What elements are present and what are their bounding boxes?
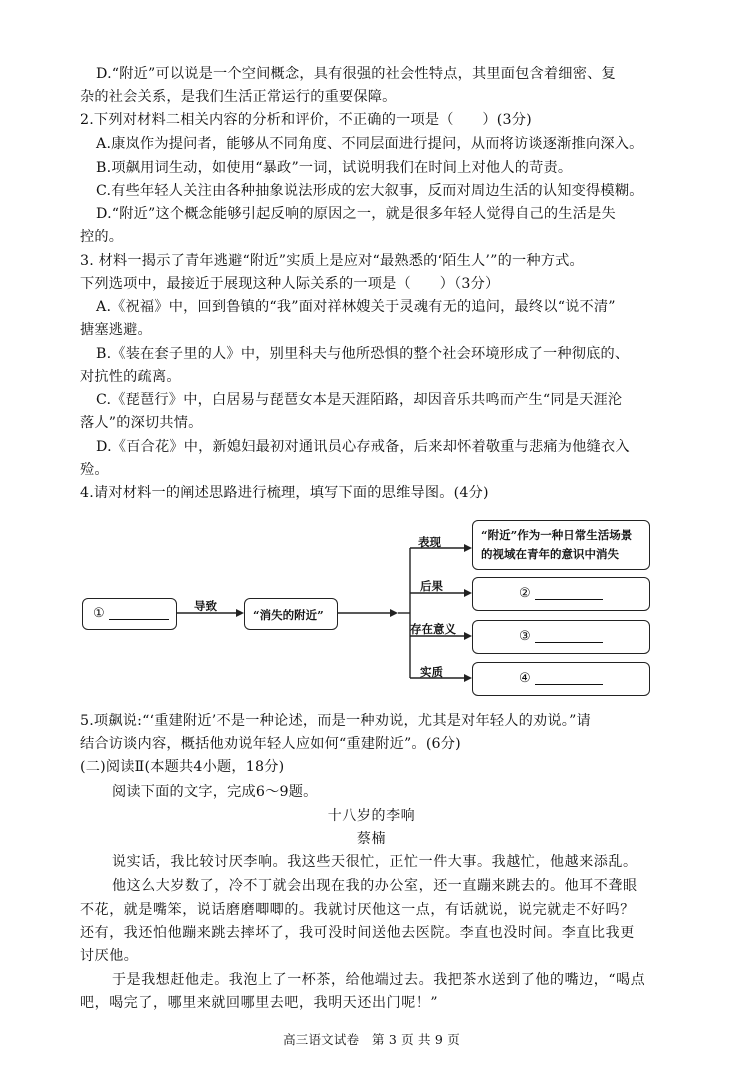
blank-2-line[interactable] <box>535 585 603 600</box>
section-2-heading: (二)阅读Ⅱ(本题共4小题，18分) <box>80 759 285 775</box>
q3-stem-line2: 下列选项中，最接近于展现这种人际关系的一项是（ ）（3分） <box>80 276 500 292</box>
center-text: “消失的附近” <box>253 608 324 622</box>
branch-1-label: 表现 <box>418 535 441 549</box>
branch-4-label: 实质 <box>420 665 443 679</box>
mindmap-branch-4-box <box>472 662 650 696</box>
q4-stem: 4.请对材料一的阐述思路进行梳理，填写下面的思维导图。(4分) <box>80 485 489 501</box>
q2-option-a: A.康岚作为提问者，能够从不同角度、不同层面进行提问，从而将访谈逐渐推向深入。 <box>96 136 644 152</box>
mindmap-branch-3-box <box>472 620 650 654</box>
section-2-instruction: 阅读下面的文字，完成6～9题。 <box>112 784 318 800</box>
story-paragraph-2-line4: 讨厌他。 <box>80 948 139 964</box>
q3-option-c-line2: 落人”的深切共情。 <box>80 415 203 431</box>
mindmap-blank-1-box <box>82 598 177 630</box>
blank-4-number: ④ <box>519 671 531 686</box>
q1-option-d-line2: 杂的社会关系，是我们生活正常运行的重要保障。 <box>80 89 397 105</box>
branch-1-text-line2: 的视域在青年的意识中消失 <box>481 547 619 561</box>
branch-2-label: 后果 <box>420 579 443 593</box>
blank-1-number: ① <box>93 606 105 621</box>
q2-option-d-line2: 控的。 <box>80 229 124 245</box>
mindmap-branch-1-box <box>472 520 650 570</box>
cause-label: 导致 <box>194 599 217 613</box>
blank-2-number: ② <box>519 586 531 601</box>
story-author: 蔡楠 <box>356 831 387 847</box>
q2-stem: 2.下列对材料二相关内容的分析和评价，不正确的一项是（ ）(3分) <box>80 112 532 128</box>
q5-stem-line1: 5.项飙说:“‘重建附近’不是一种论述，而是一种劝说，尤其是对年轻人的劝说。”请 <box>80 713 591 729</box>
story-paragraph-1: 说实话，我比较讨厌李响。我这些天很忙，正忙一件大事。我越忙，他越来添乱。 <box>112 854 638 870</box>
page-footer: 高三语文试卷 第 3 页 共 9 页 <box>283 1032 460 1047</box>
blank-3-number: ③ <box>519 629 531 644</box>
mindmap-center-box <box>244 598 338 630</box>
branch-1-text-line1: “附近”作为一种日常生活场景 <box>481 528 633 542</box>
q3-option-d-line2: 殓。 <box>80 462 109 478</box>
q3-option-c-line1: C.《琵琶行》中，白居易与琵琶女本是天涯陌路，却因音乐共鸣而产生“同是天涯沦 <box>96 392 623 408</box>
q3-option-b-line1: B.《装在套子里的人》中，别里科夫与他所恐惧的整个社会环境形成了一种彻底的、 <box>96 346 630 362</box>
story-paragraph-2-line3: 还有，我还怕他蹦来跳去摔坏了，我可没时间送他去医院。李直也没时间。李直比我更 <box>80 925 635 941</box>
branch-3-label: 存在意义 <box>410 622 456 636</box>
q5-stem-line2: 结合访谈内容，概括他劝说年轻人应如何“重建附近”。(6分) <box>80 736 461 752</box>
q3-option-a-line1: A.《祝福》中，回到鲁镇的“我”面对祥林嫂关于灵魂有无的追问，最终以“说不清” <box>96 299 616 315</box>
q3-option-a-line2: 搪塞逃避。 <box>80 322 152 338</box>
q2-option-c: C.有些年轻人关注由各种抽象说法形成的宏大叙事，反而对周边生活的认知变得模糊。 <box>96 183 644 199</box>
story-paragraph-3-line1: 于是我想赶他走。我泡上了一杯茶，给他端过去。我把茶水送到了他的嘴边，“喝点 <box>112 972 646 988</box>
story-title: 十八岁的李响 <box>327 808 416 824</box>
story-paragraph-3-line2: 吧，喝完了，哪里来就回哪里去吧，我明天还出门呢！” <box>80 995 439 1011</box>
blank-4-line[interactable] <box>535 670 603 685</box>
q3-option-b-line2: 对抗性的疏离。 <box>80 369 181 385</box>
q2-option-b: B.项飙用词生动，如使用“暴政”一词，试说明我们在时间上对他人的苛责。 <box>96 160 573 176</box>
blank-1-line[interactable] <box>109 605 169 620</box>
mindmap-branch-2-box <box>472 577 650 611</box>
q2-option-d-line1: D.“附近”这个概念能够引起反响的原因之一，就是很多年轻人觉得自己的生活是失 <box>96 206 616 222</box>
story-paragraph-2-line1: 他这么大岁数了，冷不丁就会出现在我的办公室，还一直蹦来跳去的。他耳不聋眼 <box>112 878 638 894</box>
q1-option-d-line1: D.“附近”可以说是一个空间概念，具有很强的社会性特点，其里面包含着细密、复 <box>96 66 616 82</box>
blank-3-line[interactable] <box>535 628 603 643</box>
q3-option-d-line1: D.《百合花》中，新媳妇最初对通讯员心存戒备，后来却怀着敬重与悲痛为他缝衣入 <box>96 439 630 455</box>
q3-stem-line1: 3. 材料一揭示了青年逃避“附近”实质上是应对“最熟悉的‘陌生人’”的一种方式。 <box>80 253 584 269</box>
story-paragraph-2-line2: 不花，就是嘴笨，说话磨磨唧唧的。我就讨厌他这一点，有话就说，说完就走不好吗？ <box>80 902 635 918</box>
